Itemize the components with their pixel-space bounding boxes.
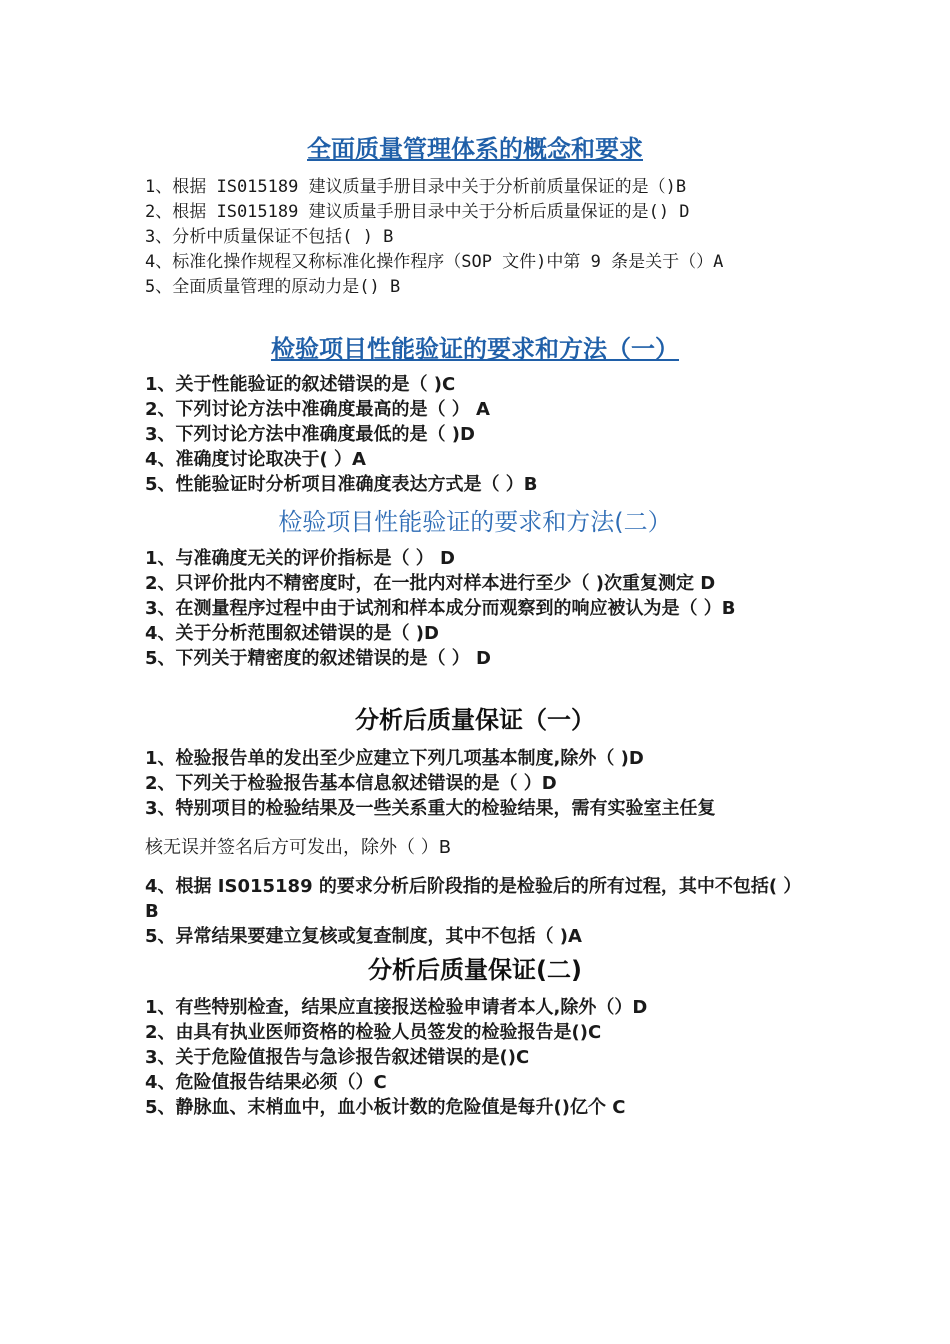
question-item: 3、关于危险值报告与急诊报告叙述错误的是()C xyxy=(145,1047,530,1068)
section-title-5 xyxy=(0,954,950,986)
question-item: 3、下列讨论方法中准确度最低的是（ )D xyxy=(145,424,475,445)
section-title-3 xyxy=(0,506,950,538)
question-item: 5、全面质量管理的原动力是() B xyxy=(145,277,401,297)
heading-post-analytical-2: 分析后质量保证(二) xyxy=(368,956,582,984)
question-item: 1、检验报告单的发出至少应建立下列几项基本制度,除外（ )D xyxy=(145,748,644,769)
question-item: 5、性能验证时分析项目准确度表达方式是（ ）B xyxy=(145,474,538,495)
question-item: 5、下列关于精密度的叙述错误的是（ ） D xyxy=(145,648,491,669)
heading-post-analytical-1: 分析后质量保证（一） xyxy=(355,706,595,734)
question-list-2 xyxy=(145,372,815,497)
spacer xyxy=(145,860,815,874)
heading-total-quality-management: 全面质量管理体系的概念和要求 xyxy=(307,135,643,163)
question-item: 1、有些特别检查，结果应直接报送检验申请者本人,除外（）D xyxy=(145,997,648,1018)
question-item: 4、危险值报告结果必须（）C xyxy=(145,1072,387,1093)
question-list-5 xyxy=(145,995,815,1120)
question-item: 2、下列讨论方法中准确度最高的是（ ） A xyxy=(145,399,490,420)
question-item: 4、根据 IS015189 的要求分析后阶段指的是检验后的所有过程，其中不包括( ）B xyxy=(145,876,802,922)
question-item: 1、关于性能验证的叙述错误的是（ )C xyxy=(145,374,456,395)
question-item: 1、与准确度无关的评价指标是（ ） D xyxy=(145,548,455,569)
question-item: 5、静脉血、末梢血中，血小板计数的危险值是每升()亿个 C xyxy=(145,1097,626,1118)
question-item: 4、准确度讨论取决于( ）A xyxy=(145,449,366,470)
section-title-4 xyxy=(0,704,950,736)
question-item: 2、只评价批内不精密度时，在一批内对样本进行至少（ )次重复测定 D xyxy=(145,573,716,594)
section-title-2 xyxy=(0,333,950,365)
heading-performance-verification-2: 检验项目性能验证的要求和方法(二） xyxy=(278,508,672,536)
question-list-3 xyxy=(145,546,815,671)
question-list-4 xyxy=(145,746,815,949)
question-item: 4、关于分析范围叙述错误的是（ )D xyxy=(145,623,439,644)
question-item: 3、分析中质量保证不包括( ) B xyxy=(145,227,394,247)
question-item-continued xyxy=(145,835,815,860)
heading-performance-verification-1: 检验项目性能验证的要求和方法（一） xyxy=(271,335,679,363)
spacer xyxy=(145,821,815,835)
question-item: 4、标准化操作规程又称标准化操作程序（SOP 文件)中第 9 条是关于（）A xyxy=(145,252,724,272)
question-item: 1、根据 IS015189 建议质量手册目录中关于分析前质量保证的是（)B xyxy=(145,177,687,197)
question-item: 2、下列关于检验报告基本信息叙述错误的是（ ）D xyxy=(145,773,557,794)
question-list-1 xyxy=(145,175,815,300)
question-item: 2、根据 IS015189 建议质量手册目录中关于分析后质量保证的是() D xyxy=(145,202,690,222)
section-title-1 xyxy=(0,133,950,165)
continued-text: 核无误并签名后方可发出，除外（ ）B xyxy=(145,837,452,858)
question-item: 3、特别项目的检验结果及一些关系重大的检验结果，需有实验室主任复 xyxy=(145,798,716,819)
question-item: 5、异常结果要建立复核或复查制度，其中不包括（ )A xyxy=(145,926,582,947)
question-item: 3、在测量程序过程中由于试剂和样本成分而观察到的响应被认为是（ ）B xyxy=(145,598,736,619)
question-item: 2、由具有执业医师资格的检验人员签发的检验报告是()C xyxy=(145,1022,602,1043)
